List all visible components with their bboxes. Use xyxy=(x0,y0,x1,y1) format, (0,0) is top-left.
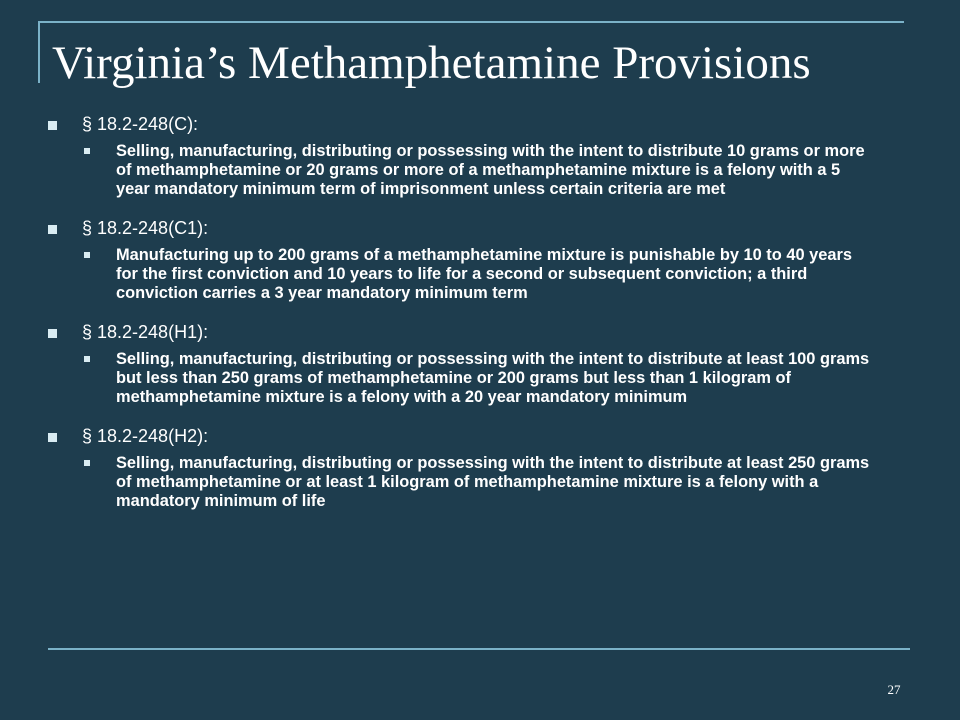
slide-title: Virginia’s Methamphetamine Provisions xyxy=(52,37,811,89)
provision-h2 xyxy=(46,424,906,511)
provision-h1 xyxy=(46,320,906,407)
small-square-bullet-icon xyxy=(84,252,90,258)
frame-bottom-rule xyxy=(48,648,910,650)
frame-left-rule xyxy=(38,21,40,83)
provision-detail xyxy=(46,246,906,303)
provision-detail xyxy=(46,142,906,199)
square-bullet-icon xyxy=(48,433,57,442)
slide-content xyxy=(46,112,906,528)
provision-detail-text: Manufacturing up to 200 grams of a methamphetamine mixture is punishable by 10 to 40 years for the first conviction and 10 years to life for a second or subsequent conviction; a third conviction carries a 3 year mandatory minimum term xyxy=(116,246,852,302)
provision-detail-text: Selling, manufacturing, distributing or possessing with the intent to distribute at least 100 grams but less than 250 grams of methamphetamine or 200 grams but less than 1 kilogram of methamphetamine mixture is a felony with a 20 year mandatory minimum xyxy=(116,350,870,406)
provision-heading-text: § 18.2-248(H1): xyxy=(82,322,209,342)
square-bullet-icon xyxy=(48,225,57,234)
small-square-bullet-icon xyxy=(84,356,90,362)
square-bullet-icon xyxy=(48,121,57,130)
provision-heading-text: § 18.2-248(C): xyxy=(82,114,199,134)
provision-detail-text: Selling, manufacturing, distributing or possessing with the intent to distribute 10 grams or more of methamphetamine or 20 grams or more of a methamphetamine mixture is a felony with a 5 year mandatory minimum term of imprisonment unless certain criteria are met xyxy=(116,142,865,198)
provision-heading xyxy=(46,216,906,240)
provision-heading xyxy=(46,424,906,448)
small-square-bullet-icon xyxy=(84,460,90,466)
provision-c1 xyxy=(46,216,906,303)
provision-heading xyxy=(46,320,906,344)
provision-heading-text: § 18.2-248(H2): xyxy=(82,426,209,446)
frame-top-rule xyxy=(38,21,904,23)
page-number: 27 xyxy=(887,682,901,697)
provision-heading-text: § 18.2-248(C1): xyxy=(82,218,209,238)
provision-detail xyxy=(46,350,906,407)
provision-c xyxy=(46,112,906,199)
provision-detail xyxy=(46,454,906,511)
provision-heading xyxy=(46,112,906,136)
provision-detail-text: Selling, manufacturing, distributing or possessing with the intent to distribute at least 250 grams of methamphetamine or at least 1 kilogram of methamphetamine mixture is a felony with a mandatory minimum of life xyxy=(116,454,870,510)
small-square-bullet-icon xyxy=(84,148,90,154)
square-bullet-icon xyxy=(48,329,57,338)
